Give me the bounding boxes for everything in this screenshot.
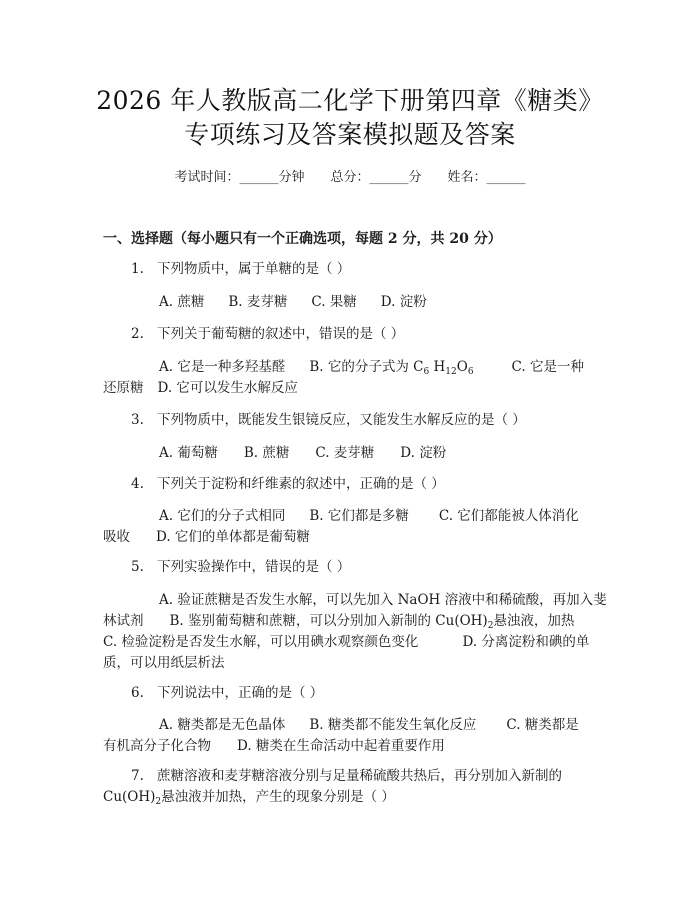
score-blank: ______ bbox=[369, 170, 409, 185]
option-c: C. 果糖 bbox=[311, 294, 357, 310]
option-d: D. 分离淀粉和碘的单 bbox=[462, 634, 590, 650]
option-b: B. 麦芽糖 bbox=[228, 294, 288, 310]
option-b: B. 它们都是多糖 bbox=[309, 508, 409, 524]
option-b: B. 它的分子式为 $C_6$ $H_{12}O_6$ bbox=[309, 359, 474, 377]
option-a: A. 验证蔗糖是否发生水解，可以先加入 NaOH 溶液中和稀硫酸，再加入斐 bbox=[159, 592, 607, 608]
question-stem bbox=[131, 410, 526, 430]
option-a: A. 葡萄糖 bbox=[159, 445, 218, 461]
option-a: A. 它们的分子式相同 bbox=[159, 508, 286, 524]
question-number: 1. bbox=[131, 261, 144, 277]
option-d: D. 糖类在生命活动中起着重要作用 bbox=[237, 738, 445, 754]
time-label: 考试时间： bbox=[174, 170, 240, 185]
option-d: D. 它可以发生水解反应 bbox=[157, 380, 298, 396]
question-stem-cont: $Cu(OH)_2$悬浊液并加热，产生的现象分别是（ ） bbox=[103, 789, 395, 807]
section-heading: 一、选择题（每小题只有一个正确选项，每题 2 分，共 20 分） bbox=[103, 231, 502, 247]
question-text: 下列物质中，属于单糖的是（ ） bbox=[157, 261, 351, 277]
question-stem bbox=[131, 683, 323, 703]
question-text: 下列物质中，既能发生银镜反应，又能发生水解反应的是（ ） bbox=[157, 412, 526, 428]
option-b: B. 蔗糖 bbox=[243, 445, 290, 461]
name-blank: ______ bbox=[486, 170, 526, 185]
question-text: 下列说法中，正确的是（ ） bbox=[157, 685, 324, 701]
question-options bbox=[159, 443, 446, 463]
question-number: 2. bbox=[131, 326, 144, 342]
option-d-cont: 质，可以用纸层析法 bbox=[103, 655, 225, 671]
question-options-wrap bbox=[103, 378, 298, 398]
question-options bbox=[159, 715, 579, 735]
exam-info-row bbox=[0, 169, 700, 187]
question-number: 7. bbox=[131, 768, 144, 784]
option-d: D. 淀粉 bbox=[400, 445, 447, 461]
question-options bbox=[159, 292, 427, 312]
option-c-cont: 有机高分子化合物 bbox=[103, 738, 211, 754]
question-options bbox=[159, 506, 579, 526]
question-options-wrap bbox=[103, 611, 574, 631]
document-title-line-1: 2026 年人教版高二化学下册第四章《糖类》 bbox=[96, 86, 604, 115]
option-c: C. 它们都能被人体消化 bbox=[438, 508, 579, 524]
question-text: 下列实验操作中，错误的是（ ） bbox=[157, 559, 351, 575]
option-b: B. 糖类都不能发生氧化反应 bbox=[309, 717, 477, 733]
time-unit: 分钟 bbox=[278, 170, 305, 185]
document-title-line-2: 专项练习及答案模拟题及答案 bbox=[184, 120, 516, 149]
option-c: C. 麦芽糖 bbox=[315, 445, 375, 461]
option-d: D. 它们的单体都是葡萄糖 bbox=[156, 529, 310, 545]
question-stem bbox=[131, 259, 350, 279]
option-c: C. 它是一种 bbox=[511, 359, 584, 375]
question-text: 下列关于葡萄糖的叙述中，错误的是（ ） bbox=[157, 326, 405, 342]
score-label: 总分： bbox=[330, 170, 370, 185]
option-a-cont: 林试剂 bbox=[103, 613, 144, 629]
question-options bbox=[159, 357, 584, 377]
question-options-wrap bbox=[103, 527, 310, 547]
option-c-cont: 吸收 bbox=[103, 529, 130, 545]
option-a: A. 糖类都是无色晶体 bbox=[159, 717, 286, 733]
option-a: A. 它是一种多羟基醛 bbox=[159, 359, 286, 375]
option-c: C. 检验淀粉是否发生水解，可以用碘水观察颜色变化 bbox=[103, 634, 419, 650]
question-stem bbox=[131, 766, 562, 786]
question-text: 下列关于淀粉和纤维素的叙述中，正确的是（ ） bbox=[157, 476, 445, 492]
question-options-wrap bbox=[103, 736, 445, 756]
option-d: D. 淀粉 bbox=[380, 294, 427, 310]
question-number: 6. bbox=[131, 685, 144, 701]
option-c-cont: 还原糖 bbox=[103, 380, 144, 396]
option-c: C. 糖类都是 bbox=[506, 717, 579, 733]
name-label: 姓名： bbox=[447, 170, 487, 185]
option-b: B. 鉴别葡萄糖和蔗糖，可以分别加入新制的 $Cu(OH)_2$悬浊液，加热 bbox=[169, 613, 575, 631]
option-a: A. 蔗糖 bbox=[159, 294, 205, 310]
question-number: 3. bbox=[131, 412, 144, 428]
question-options-wrap bbox=[103, 632, 589, 652]
time-blank: ______ bbox=[239, 170, 279, 185]
question-stem bbox=[131, 557, 350, 577]
score-unit: 分 bbox=[408, 170, 422, 185]
question-number: 4. bbox=[131, 476, 144, 492]
question-stem bbox=[131, 324, 404, 344]
question-stem bbox=[131, 474, 445, 494]
question-number: 5. bbox=[131, 559, 144, 575]
question-text: 蔗糖溶液和麦芽糖溶液分别与足量稀硫酸共热后，再分别加入新制的 bbox=[157, 768, 562, 784]
